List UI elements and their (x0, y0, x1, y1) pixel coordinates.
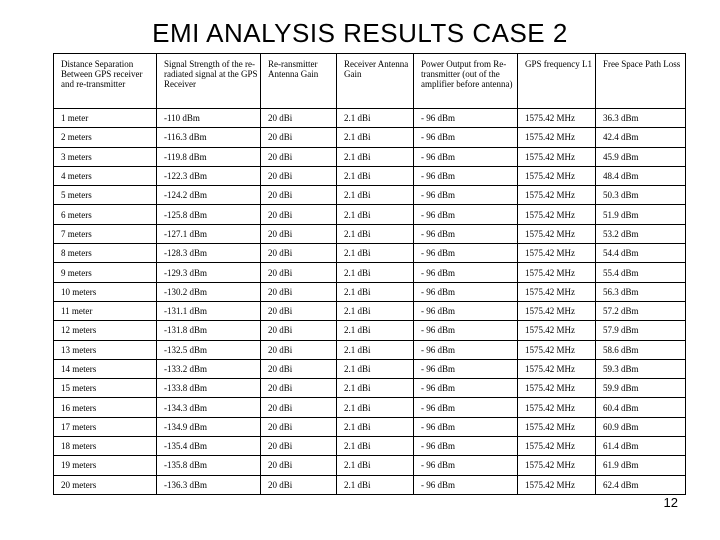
table-cell: -125.8 dBm (157, 205, 261, 224)
column-header: Receiver Antenna Gain (337, 54, 414, 109)
table-cell: 5 meters (54, 186, 157, 205)
table-cell: 1575.42 MHz (518, 109, 596, 128)
table-row (54, 263, 686, 282)
table-cell: 20 dBi (261, 359, 337, 378)
table-cell: 13 meters (54, 340, 157, 359)
table-row (54, 456, 686, 475)
table-row (54, 224, 686, 243)
column-header: Distance Separation Between GPS receiver and re-transmitter (54, 54, 157, 109)
column-header: Free Space Path Loss (596, 54, 686, 109)
table-cell: 11 meter (54, 301, 157, 320)
table-cell: 42.4 dBm (596, 128, 686, 147)
table-cell: 20 dBi (261, 109, 337, 128)
table-cell: - 96 dBm (414, 205, 518, 224)
table-cell: 2.1 dBi (337, 282, 414, 301)
table-cell: 1575.42 MHz (518, 186, 596, 205)
table-cell: 48.4 dBm (596, 166, 686, 185)
table-cell: 20 dBi (261, 301, 337, 320)
table-cell: 10 meters (54, 282, 157, 301)
table-cell: 53.2 dBm (596, 224, 686, 243)
table-row (54, 128, 686, 147)
table-cell: - 96 dBm (414, 128, 518, 147)
table-row (54, 437, 686, 456)
table-cell: 20 dBi (261, 205, 337, 224)
column-header: Signal Strength of the re-radiated signal at the GPS Receiver (157, 54, 261, 109)
table-cell: 2.1 dBi (337, 359, 414, 378)
table-row (54, 359, 686, 378)
table-cell: 20 dBi (261, 128, 337, 147)
table-cell: -132.5 dBm (157, 340, 261, 359)
table-cell: 1575.42 MHz (518, 166, 596, 185)
table-cell: - 96 dBm (414, 417, 518, 436)
table-row (54, 109, 686, 128)
table-cell: 20 dBi (261, 417, 337, 436)
table-cell: -124.2 dBm (157, 186, 261, 205)
table-cell: 1575.42 MHz (518, 437, 596, 456)
table-cell: - 96 dBm (414, 224, 518, 243)
table-cell: 14 meters (54, 359, 157, 378)
table-cell: - 96 dBm (414, 340, 518, 359)
table-cell: -122.3 dBm (157, 166, 261, 185)
table-cell: 57.2 dBm (596, 301, 686, 320)
table-cell: 12 meters (54, 321, 157, 340)
table-row (54, 301, 686, 320)
table-cell: 2.1 dBi (337, 321, 414, 340)
table-cell: 2.1 dBi (337, 147, 414, 166)
table-cell: -131.1 dBm (157, 301, 261, 320)
table-cell: 19 meters (54, 456, 157, 475)
table-cell: - 96 dBm (414, 147, 518, 166)
table-row (54, 475, 686, 494)
table-cell: -130.2 dBm (157, 282, 261, 301)
table-cell: 20 dBi (261, 147, 337, 166)
table-cell: - 96 dBm (414, 475, 518, 494)
table-cell: 61.4 dBm (596, 437, 686, 456)
table-cell: - 96 dBm (414, 263, 518, 282)
table-row (54, 417, 686, 436)
column-header: Re-ransmitter Antenna Gain (261, 54, 337, 109)
table-cell: 57.9 dBm (596, 321, 686, 340)
table-cell: 3 meters (54, 147, 157, 166)
table-header-row (54, 54, 686, 109)
table-cell: 1575.42 MHz (518, 147, 596, 166)
table-row (54, 186, 686, 205)
table-cell: - 96 dBm (414, 398, 518, 417)
table-row (54, 321, 686, 340)
table-cell: -135.4 dBm (157, 437, 261, 456)
table-cell: -134.9 dBm (157, 417, 261, 436)
table-cell: 54.4 dBm (596, 244, 686, 263)
table-cell: 9 meters (54, 263, 157, 282)
table-cell: -116.3 dBm (157, 128, 261, 147)
column-header: Power Output from Re-transmitter (out of the amplifier before antenna) (414, 54, 518, 109)
table-row (54, 379, 686, 398)
table-cell: 2.1 dBi (337, 417, 414, 436)
table-row (54, 166, 686, 185)
table-cell: 59.9 dBm (596, 379, 686, 398)
table-row (54, 244, 686, 263)
table-cell: 2.1 dBi (337, 128, 414, 147)
table-cell: 8 meters (54, 244, 157, 263)
table-cell: - 96 dBm (414, 166, 518, 185)
table-cell: 1575.42 MHz (518, 379, 596, 398)
slide-title: EMI ANALYSIS RESULTS CASE 2 (152, 18, 568, 48)
table-cell: 1575.42 MHz (518, 263, 596, 282)
table-cell: 15 meters (54, 379, 157, 398)
table-cell: 51.9 dBm (596, 205, 686, 224)
table-cell: 61.9 dBm (596, 456, 686, 475)
table-cell: 20 dBi (261, 437, 337, 456)
table-cell: 60.4 dBm (596, 398, 686, 417)
table-cell: 2.1 dBi (337, 224, 414, 243)
table-cell: 2.1 dBi (337, 186, 414, 205)
table-cell: 6 meters (54, 205, 157, 224)
table-cell: -128.3 dBm (157, 244, 261, 263)
table-cell: 60.9 dBm (596, 417, 686, 436)
table-cell: 20 dBi (261, 340, 337, 359)
table-cell: 2.1 dBi (337, 475, 414, 494)
table-cell: 1575.42 MHz (518, 475, 596, 494)
table-cell: 2.1 dBi (337, 205, 414, 224)
table-cell: - 96 dBm (414, 379, 518, 398)
table-cell: 59.3 dBm (596, 359, 686, 378)
table-cell: 2.1 dBi (337, 398, 414, 417)
table-cell: 20 dBi (261, 475, 337, 494)
table-cell: 45.9 dBm (596, 147, 686, 166)
table-cell: 2.1 dBi (337, 456, 414, 475)
page-number: 12 (663, 495, 678, 510)
table-cell: 18 meters (54, 437, 157, 456)
table-cell: 1575.42 MHz (518, 224, 596, 243)
table-cell: - 96 dBm (414, 109, 518, 128)
table-cell: 55.4 dBm (596, 263, 686, 282)
table-cell: - 96 dBm (414, 186, 518, 205)
table-cell: -131.8 dBm (157, 321, 261, 340)
table-cell: -110 dBm (157, 109, 261, 128)
table-cell: 2 meters (54, 128, 157, 147)
table-cell: 36.3 dBm (596, 109, 686, 128)
table-cell: 62.4 dBm (596, 475, 686, 494)
table-row (54, 205, 686, 224)
table-cell: 20 dBi (261, 224, 337, 243)
table-cell: -119.8 dBm (157, 147, 261, 166)
table-cell: 56.3 dBm (596, 282, 686, 301)
table-cell: 1575.42 MHz (518, 340, 596, 359)
table-cell: 58.6 dBm (596, 340, 686, 359)
table-cell: - 96 dBm (414, 282, 518, 301)
table-cell: 20 dBi (261, 263, 337, 282)
table-cell: 2.1 dBi (337, 166, 414, 185)
table-cell: 2.1 dBi (337, 340, 414, 359)
table-cell: -127.1 dBm (157, 224, 261, 243)
table-row (54, 398, 686, 417)
table-row (54, 282, 686, 301)
table-cell: -136.3 dBm (157, 475, 261, 494)
table-cell: 2.1 dBi (337, 263, 414, 282)
table-cell: - 96 dBm (414, 321, 518, 340)
table-row (54, 340, 686, 359)
table-cell: - 96 dBm (414, 437, 518, 456)
table-body (54, 109, 686, 495)
table-cell: 1575.42 MHz (518, 417, 596, 436)
table-cell: 4 meters (54, 166, 157, 185)
table-cell: 20 dBi (261, 398, 337, 417)
column-header: GPS frequency L1 (518, 54, 596, 109)
table-cell: 2.1 dBi (337, 109, 414, 128)
table-cell: 7 meters (54, 224, 157, 243)
table-cell: 1575.42 MHz (518, 359, 596, 378)
table-cell: -134.3 dBm (157, 398, 261, 417)
table-cell: - 96 dBm (414, 301, 518, 320)
table-cell: 1575.42 MHz (518, 244, 596, 263)
table-cell: 1575.42 MHz (518, 205, 596, 224)
table-cell: 1575.42 MHz (518, 398, 596, 417)
table-cell: -129.3 dBm (157, 263, 261, 282)
table-cell: 20 dBi (261, 321, 337, 340)
table-cell: 1575.42 MHz (518, 321, 596, 340)
table-cell: 20 dBi (261, 379, 337, 398)
table-cell: 2.1 dBi (337, 301, 414, 320)
table-row (54, 147, 686, 166)
table-cell: 20 dBi (261, 186, 337, 205)
table-cell: 20 dBi (261, 282, 337, 301)
table-cell: -135.8 dBm (157, 456, 261, 475)
table-cell: 2.1 dBi (337, 379, 414, 398)
table-cell: 50.3 dBm (596, 186, 686, 205)
table-cell: - 96 dBm (414, 359, 518, 378)
table-cell: 1575.42 MHz (518, 301, 596, 320)
table-cell: -133.2 dBm (157, 359, 261, 378)
table-cell: 17 meters (54, 417, 157, 436)
table-cell: 1 meter (54, 109, 157, 128)
table-cell: - 96 dBm (414, 244, 518, 263)
table-cell: 1575.42 MHz (518, 128, 596, 147)
table-cell: 1575.42 MHz (518, 282, 596, 301)
table-cell: 20 dBi (261, 166, 337, 185)
table-cell: 20 meters (54, 475, 157, 494)
table-cell: 20 dBi (261, 456, 337, 475)
table-cell: 20 dBi (261, 244, 337, 263)
table-cell: -133.8 dBm (157, 379, 261, 398)
emi-results-table (53, 53, 686, 495)
table-cell: 2.1 dBi (337, 437, 414, 456)
table-cell: 16 meters (54, 398, 157, 417)
table-cell: 2.1 dBi (337, 244, 414, 263)
table-cell: 1575.42 MHz (518, 456, 596, 475)
table-cell: - 96 dBm (414, 456, 518, 475)
